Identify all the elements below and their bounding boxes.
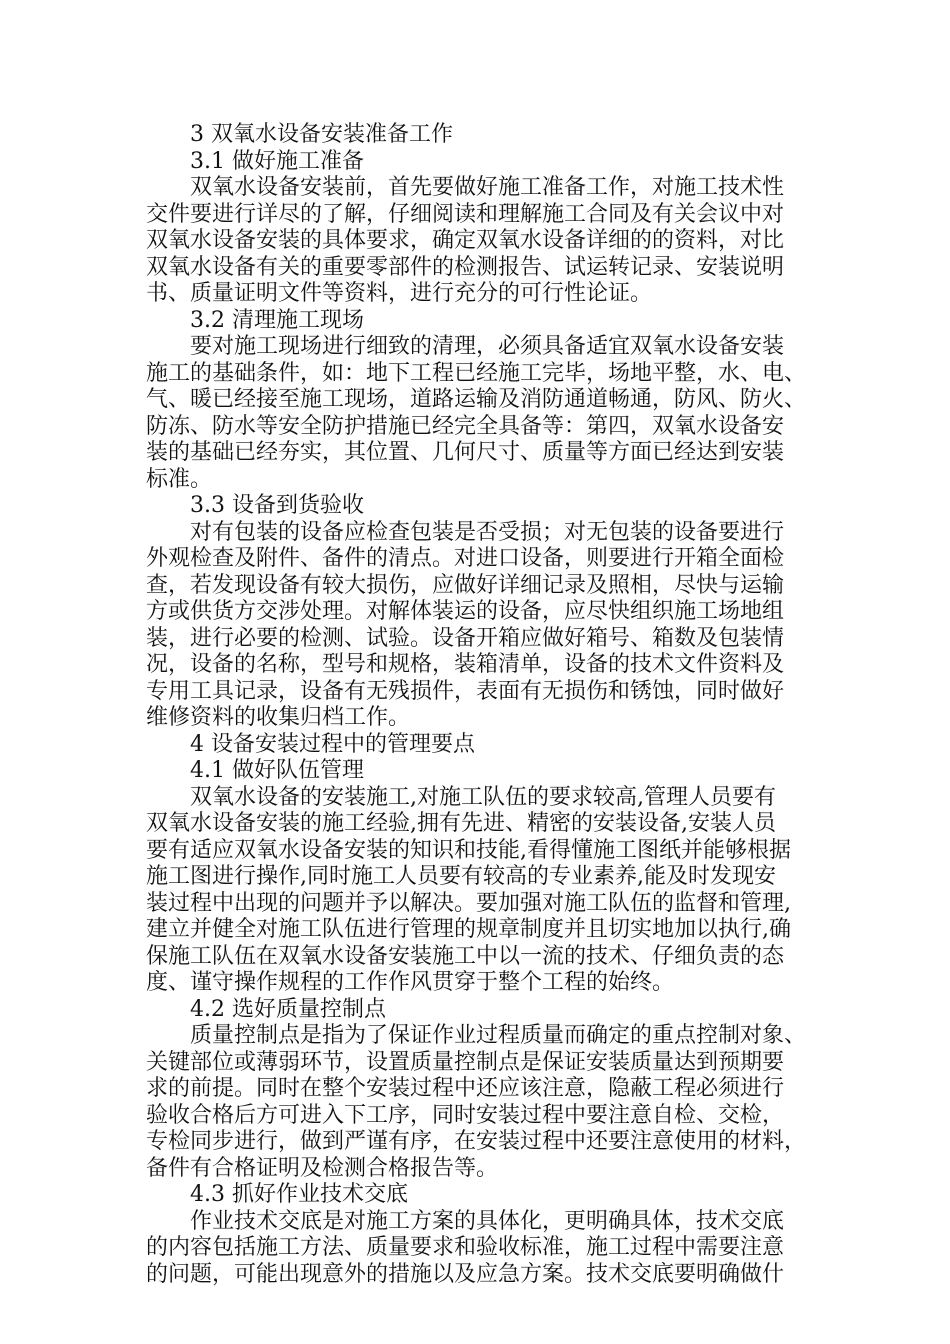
paragraph-line: 双氧水设备安装的具体要求，确定双氧水设备详细的的资料，对比 (146, 228, 785, 253)
paragraph-line: 维修资料的收集归档工作。 (146, 705, 411, 730)
paragraph-line: 备件有合格证明及检测合格报告等。 (146, 1155, 499, 1181)
body-paragraph (146, 334, 806, 493)
heading-text: 3 双氧水设备安装准备工作 (190, 122, 453, 147)
section-heading (146, 758, 806, 785)
section-heading (146, 732, 806, 759)
paragraph-line: 外观检查及附件、备件的清点。对进口设备，则要进行开箱全面检 (146, 546, 785, 571)
heading-text: 4 设备安装过程中的管理要点 (190, 731, 475, 757)
paragraph-line: 保施工队伍在双氧水设备安装施工中以一流的技术、仔细负责的态 (146, 943, 785, 969)
paragraph-line: 况，设备的名称，型号和规格，装箱清单，设备的技术文件资料及 (146, 652, 785, 677)
paragraph-line: 要有适应双氧水设备安装的知识和技能,看得懂施工图纸并能够根据 (146, 837, 791, 863)
body-paragraph (146, 1209, 806, 1289)
paragraph-line: 作业技术交底是对施工方案的具体化，更明确具体，技术交底 (190, 1208, 785, 1234)
paragraph-line: 气、暖已经接至施工现场，道路运输及消防通道畅通，防风、防火、 (146, 387, 807, 412)
paragraph-line: 标准。 (146, 466, 213, 492)
section-heading (146, 997, 806, 1024)
paragraph-line: 双氧水设备安装的施工经验,拥有先进、精密的安装设备,安装人员 (146, 811, 776, 836)
paragraph-line: 装过程中出现的问题并予以解决。要加强对施工队伍的监督和管理, (146, 890, 791, 916)
body-paragraph (146, 1023, 806, 1182)
paragraph-line: 对有包装的设备应检查包装是否受损；对无包装的设备要进行 (190, 519, 785, 545)
section-heading (146, 122, 806, 149)
section-heading (146, 493, 806, 520)
paragraph-line: 双氧水设备的安装施工,对施工队伍的要求较高,管理人员要有 (190, 784, 776, 810)
paragraph-line: 施工图进行操作,同时施工人员要有较高的专业素养,能及时发现安 (146, 864, 776, 889)
paragraph-line: 的内容包括施工方法、质量要求和验收标准，施工过程中需要注意 (146, 1235, 785, 1260)
body-paragraph (146, 785, 806, 997)
paragraph-line: 关键部位或薄弱环节，设置质量控制点是保证安装质量达到预期要 (146, 1049, 785, 1075)
paragraph-line: 专用工具记录，设备有无残损件，表面有无损伤和锈蚀，同时做好 (146, 678, 785, 704)
paragraph-line: 交件要进行详尽的了解，仔细阅读和理解施工合同及有关会议中对 (146, 201, 785, 227)
paragraph-line: 建立并健全对施工队伍进行管理的规章制度并且切实地加以执行,确 (146, 917, 791, 942)
paragraph-line: 书、质量证明文件等资料，进行充分的可行性论证。 (146, 281, 653, 306)
paragraph-line: 专检同步进行，做到严谨有序，在安装过程中还要注意使用的材料， (146, 1129, 807, 1154)
heading-text: 3.2 清理施工现场 (190, 307, 364, 333)
heading-text: 4.3 抓好作业技术交底 (190, 1182, 408, 1207)
paragraph-line: 的问题，可能出现意外的措施以及应急方案。技术交底要明确做什 (146, 1261, 785, 1287)
paragraph-line: 方或供货方交涉处理。对解体装运的设备，应尽快组织施工场地组 (146, 599, 785, 624)
paragraph-line: 双氧水设备安装前，首先要做好施工准备工作，对施工技术性 (190, 175, 785, 200)
paragraph-line: 装，进行必要的检测、试验。设备开箱应做好箱号、箱数及包装情 (146, 625, 785, 651)
paragraph-line: 装的基础已经夯实，其位置、几何尺寸、质量等方面已经达到安装 (146, 440, 785, 465)
paragraph-line: 施工的基础条件，如：地下工程已经施工完毕，场地平整，水、电、 (146, 360, 807, 386)
heading-text: 3.3 设备到货验收 (190, 493, 364, 518)
paragraph-line: 验收合格后方可进入下工序，同时安装过程中要注意自检、交检， (146, 1102, 785, 1128)
document-page (146, 122, 806, 1288)
section-heading (146, 149, 806, 176)
paragraph-line: 双氧水设备有关的重要零部件的检测报告、试运转记录、安装说明 (146, 254, 785, 280)
paragraph-line: 度、谨守操作规程的工作作风贯穿于整个工程的始终。 (146, 970, 675, 995)
heading-text: 4.1 做好队伍管理 (190, 758, 364, 783)
paragraph-line: 求的前提。同时在整个安装过程中还应该注意，隐蔽工程必须进行 (146, 1076, 785, 1101)
paragraph-line: 查，若发现设备有较大损伤，应做好详细记录及照相，尽快与运输 (146, 572, 785, 598)
body-paragraph (146, 520, 806, 732)
body-paragraph (146, 175, 806, 308)
section-heading (146, 1182, 806, 1209)
section-heading (146, 308, 806, 335)
paragraph-line: 质量控制点是指为了保证作业过程质量而确定的重点控制对象、 (190, 1023, 807, 1048)
heading-text: 4.2 选好质量控制点 (190, 996, 386, 1022)
paragraph-line: 要对施工现场进行细致的清理，必须具备适宜双氧水设备安装 (190, 334, 785, 359)
heading-text: 3.1 做好施工准备 (190, 148, 364, 174)
paragraph-line: 防冻、防水等安全防护措施已经完全具备等：第四，双氧水设备安 (146, 413, 785, 439)
